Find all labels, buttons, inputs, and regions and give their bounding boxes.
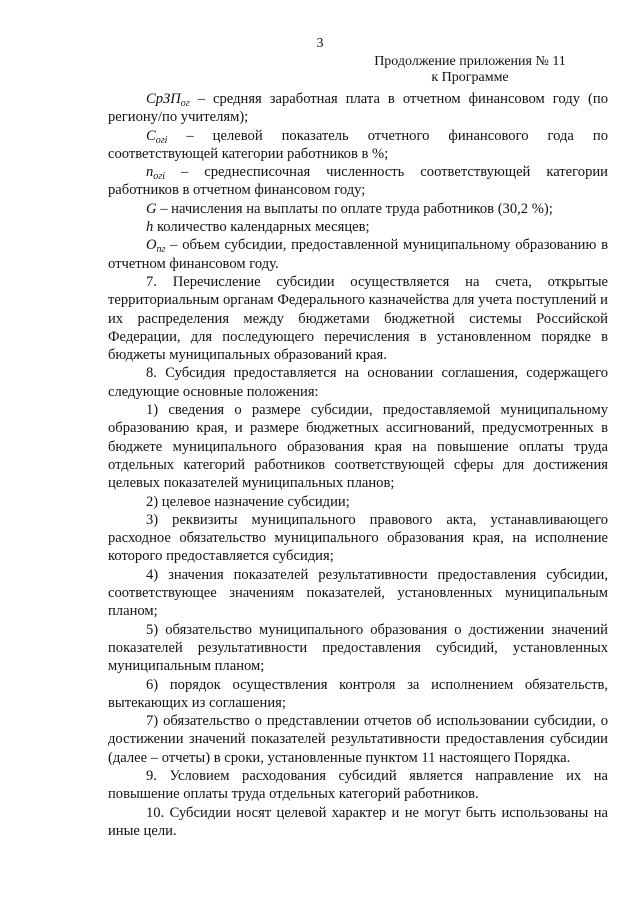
definition-item [108,127,608,164]
list-item-2: 2) целевое назначение субсидии; [146,493,350,510]
paragraph-7: 7. Перечисление субсидии осуществляется на счета, открытые территориальным органам Федерального казначейства для учета поступлений и их распределения между бюджетами бюджетной системы Российской Федерации, для последующего перечисления в установленном порядке в бюджеты муниципальных образований края. [108,273,608,364]
symbol-main: n [146,164,154,181]
list-item-6: 6) порядок осуществления контроля за исполнением обязательств, вытекающих из соглашения; [108,676,608,711]
list-item-1: 1) сведения о размере субсидии, предоставляемой муниципальному образованию края, и размере бюджетных ассигнований, предусмотренных в бюджете муниципального образования края на повышение оплаты труда отдельных категорий работников соответствующей сферы для достижения целевых показателей муниципальных планов; [108,402,608,492]
symbol-main: G [146,200,157,217]
symbol-subscript: огi [153,171,165,183]
symbol-main: O [146,237,157,254]
symbol-main: С [146,127,156,144]
formula-symbol [146,128,167,144]
definition-item [108,236,608,273]
symbol-main: h [146,219,154,236]
formula-symbol [146,237,166,256]
definition-text: – среднесписочная численность соответствующей категории работников в отчетном финансовом году; [108,164,608,199]
definition-item [108,163,608,200]
symbol-main: СрЗП [146,91,181,107]
page-number: 3 [316,36,324,51]
definition-text: – средняя заработная плата в отчетном финансовом году (по региону/по учителям); [108,91,608,126]
list-item-3: 3) реквизиты муниципального правового акта, устанавливающего расходное обязательство муниципального образования края, на исполнение которого предоставляется субсидия; [108,511,608,565]
list-item-5: 5) обязательство муниципального образования о достижении значений показателей результативности предоставления субсидий, установленных муниципальным планом; [108,621,608,675]
appendix-header [370,54,570,86]
definition-item [108,200,608,218]
appendix-header-line2: к Программе [431,70,509,85]
list-item-4: 4) значения показателей результативности предоставления субсидии, соответствующее значениям показателей, установленных муниципальным планом; [108,566,608,620]
definition-text: количество календарных месяцев; [153,219,370,236]
formula-symbol [146,201,157,217]
symbol-subscript: огi [155,134,168,146]
symbol-subscript: ог [180,98,190,109]
formula-symbol [146,91,190,107]
definition-item [108,90,608,127]
definition-text: – объем субсидии, предоставленной муниципальному образованию в отчетном финансовом году. [108,237,608,272]
symbol-subscript: пг [156,244,166,256]
appendix-header-line1: Продолжение приложения № 11 [374,54,566,69]
paragraph-9: 9. Условием расходования субсидий является направление их на повышение оплаты труда отдельных категорий работников. [108,767,608,803]
definition-item [108,218,608,236]
paragraph-8: 8. Субсидия предоставляется на основании соглашения, содержащего следующие основные положения: [108,365,608,400]
definition-text: – целевой показатель отчетного финансового года по соответствующей категории работников в %; [108,127,608,162]
definition-text: – начисления на выплаты по оплате труда работников (30,2 %); [156,200,553,217]
list-item-7: 7) обязательство о представлении отчетов об использовании субсидии, о достижении значений показателей результативности предоставления субсидии (далее – отчеты) в сроки, установленные пунктом 11 настоящего Порядка. [108,713,608,766]
paragraph-10: 10. Субсидии носят целевой характер и не могут быть использованы на иные цели. [108,804,608,839]
document-body [108,90,608,840]
formula-symbol [146,164,165,183]
